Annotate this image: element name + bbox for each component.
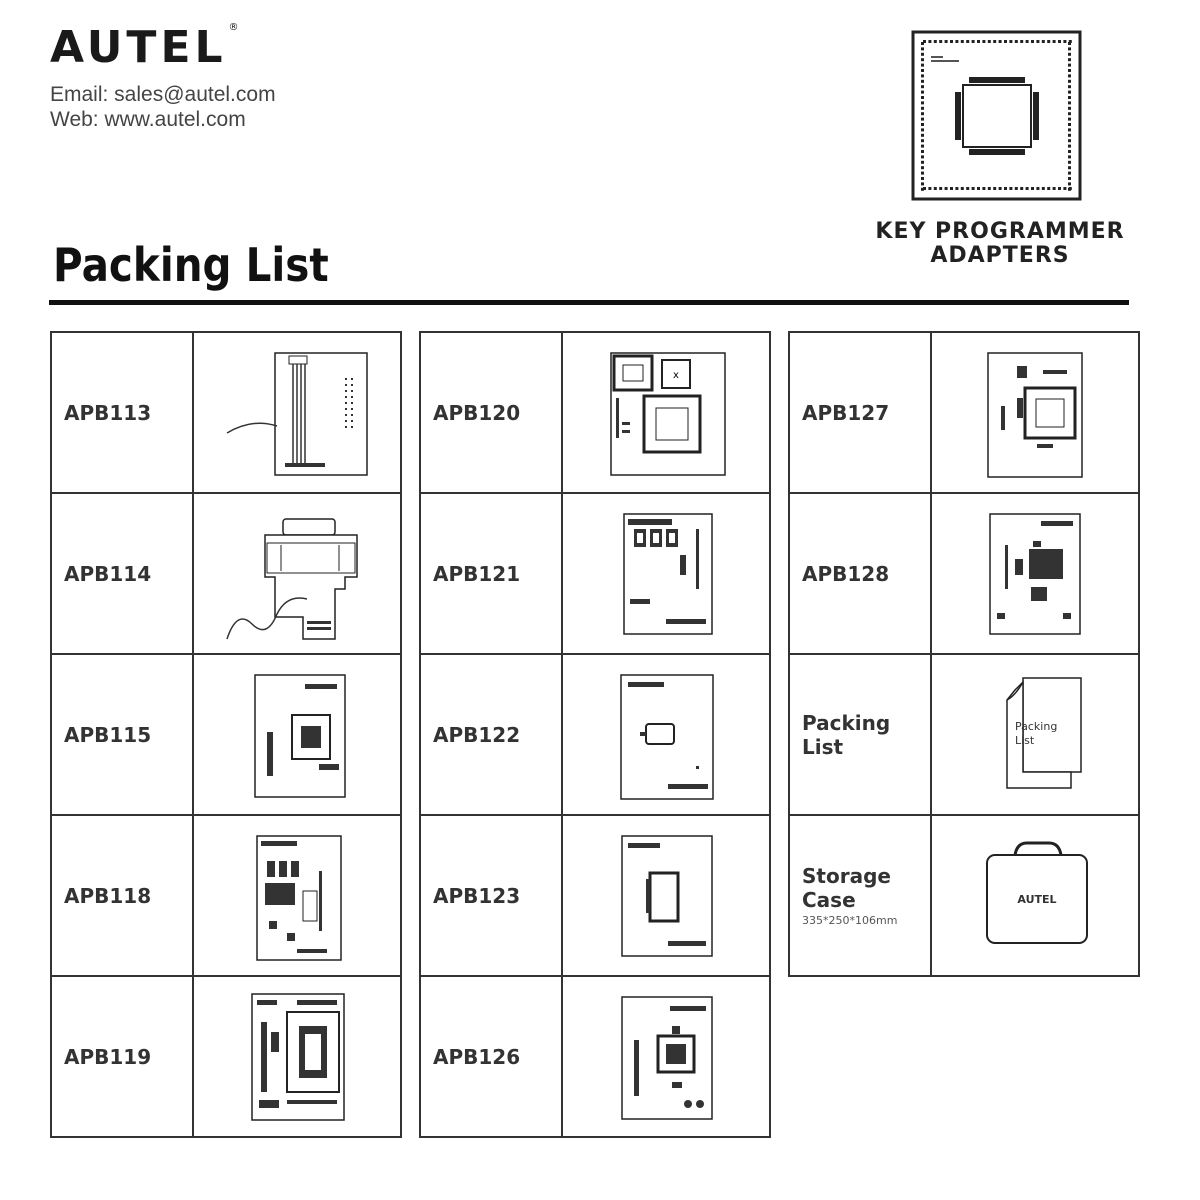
contact-info (50, 82, 276, 132)
table-row (789, 493, 1139, 654)
web-text: Web: www.autel.com (50, 108, 246, 131)
socket-board-icon (207, 660, 387, 810)
item-label-line2: Case (802, 888, 856, 912)
item-image (562, 332, 770, 493)
item-image (931, 332, 1139, 493)
chip-board-icon (911, 30, 1082, 201)
item-image (931, 654, 1139, 815)
case-brand-text: AUTEL (1017, 892, 1057, 906)
email-text: Email: sales@autel.com (50, 83, 276, 106)
table-row (51, 654, 401, 815)
socket-board-icon (207, 982, 387, 1132)
title-divider (49, 300, 1129, 305)
brand-name: AUTEL (50, 22, 227, 73)
packing-table-3 (788, 331, 1140, 977)
table-row (51, 976, 401, 1137)
pad-board-icon (576, 660, 756, 810)
table-row (420, 332, 770, 493)
item-label-line1: Storage (802, 864, 891, 888)
item-label: APB123 (420, 815, 562, 976)
component-board-icon (207, 821, 387, 971)
table-row (420, 493, 770, 654)
item-image (562, 976, 770, 1137)
item-label: APB114 (51, 493, 193, 654)
item-label: APB120 (420, 332, 562, 493)
chip-board-icon (945, 499, 1125, 649)
table-row (789, 654, 1139, 815)
adapter-board-with-cable-icon (207, 338, 387, 488)
registered-mark: ® (228, 22, 239, 33)
item-image (931, 493, 1139, 654)
adapters-title (850, 220, 1150, 268)
autel-logo (50, 22, 239, 73)
table-row (51, 815, 401, 976)
table-row (420, 976, 770, 1137)
item-image (562, 654, 770, 815)
item-label: APB118 (51, 815, 193, 976)
table-row (789, 815, 1139, 976)
page-title: Packing List (53, 238, 329, 292)
table-row (420, 654, 770, 815)
pad-board-icon (576, 821, 756, 971)
item-label-line1: Packing (802, 710, 891, 735)
adapters-title-line2: ADAPTERS (930, 243, 1070, 268)
adapters-title-line1: KEY PROGRAMMER (875, 219, 1125, 244)
item-image (562, 815, 770, 976)
packing-table-1 (50, 331, 402, 1138)
item-label (789, 815, 931, 976)
case-icon (945, 821, 1125, 971)
table-row (51, 332, 401, 493)
doc-text-2: List (1015, 733, 1035, 747)
item-label: APB119 (51, 976, 193, 1137)
item-label: APB121 (420, 493, 562, 654)
connector-adapter-icon (207, 499, 387, 649)
item-image (193, 815, 401, 976)
svg-text:x: x (673, 369, 679, 381)
item-label (789, 654, 931, 815)
socket-board-icon (576, 982, 756, 1132)
table-row (789, 332, 1139, 493)
table-row (420, 815, 770, 976)
doc-text-1: Packing (1015, 719, 1058, 733)
item-label: APB115 (51, 654, 193, 815)
item-label: APB127 (789, 332, 931, 493)
item-image (562, 493, 770, 654)
item-label: APB128 (789, 493, 931, 654)
item-image (193, 493, 401, 654)
table-row (51, 493, 401, 654)
component-board-icon (576, 499, 756, 649)
packing-table-2 (419, 331, 771, 1138)
item-label-line2: List (802, 734, 844, 759)
item-label: APB126 (420, 976, 562, 1137)
item-image (193, 332, 401, 493)
chip-socket-board-icon (576, 338, 756, 488)
chip-socket-board-icon (945, 338, 1125, 488)
item-image (931, 815, 1139, 976)
item-image (193, 976, 401, 1137)
item-image (193, 654, 401, 815)
item-label: APB113 (51, 332, 193, 493)
item-label: APB122 (420, 654, 562, 815)
document-icon (945, 660, 1125, 810)
case-dimensions: 335*250*106mm (802, 914, 898, 927)
